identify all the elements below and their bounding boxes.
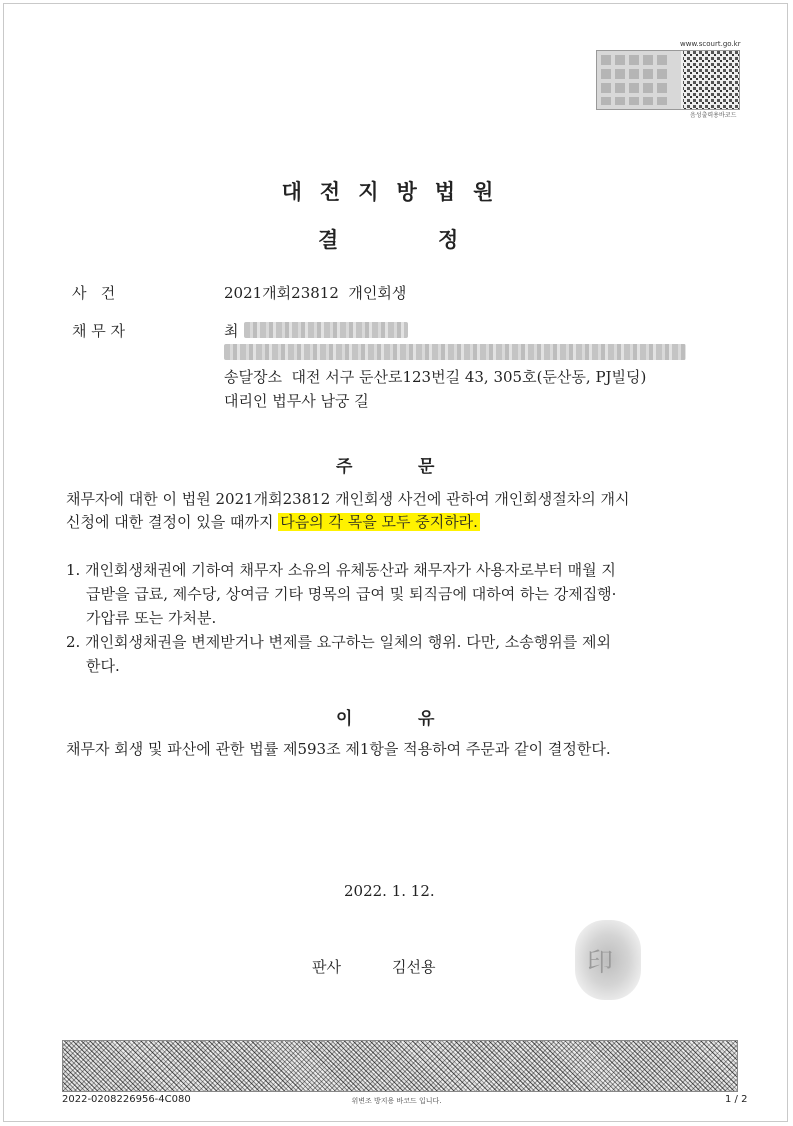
reason-heading-right: 유 bbox=[418, 709, 435, 729]
barcode-pattern-icon bbox=[597, 51, 739, 109]
case-number: 2021개회23812 개인회생 bbox=[224, 284, 407, 302]
redacted-debtor-id bbox=[244, 322, 408, 338]
document-title-right: 정 bbox=[438, 228, 459, 252]
order-heading-right: 문 bbox=[418, 457, 435, 477]
redacted-debtor-address bbox=[224, 344, 686, 360]
court-name: 대전지방법원 bbox=[281, 180, 512, 204]
court-site-url: www.scourt.go.kr bbox=[680, 40, 741, 48]
debtor-agent: 대리인 법무사 남궁 길 bbox=[224, 392, 369, 410]
footer-document-id: 2022-0208226956-4C080 bbox=[62, 1094, 191, 1105]
judge-name: 김선용 bbox=[392, 958, 436, 976]
reason-heading-left: 이 bbox=[336, 709, 353, 729]
order-text-line2 bbox=[66, 511, 480, 532]
highlighted-order-phrase: 다음의 각 목을 모두 중지하라. bbox=[280, 513, 478, 531]
court-seal-icon: 印 bbox=[575, 920, 641, 1000]
order-item-1-line3: 가압류 또는 가처분. bbox=[86, 609, 217, 627]
order-item-1-line2: 급받을 급료, 제수당, 상여금 기타 명목의 급여 및 퇴직금에 대하여 하는 강제집행· bbox=[86, 585, 617, 603]
anti-forgery-barcode bbox=[62, 1040, 738, 1092]
order-text-line2-prefix: 신청에 대한 결정이 있을 때까지 bbox=[66, 513, 279, 531]
footer-page-number: 1 / 2 bbox=[725, 1094, 748, 1105]
delivery-address: 송달장소 대전 서구 둔산로123번길 43, 305호(둔산동, PJ빌딩) bbox=[224, 368, 647, 386]
order-item-1-line1: 1. 개인회생채권에 기하여 채무자 소유의 유체동산과 채무자가 사용자로부터 매월 지 bbox=[66, 561, 616, 579]
footer-notice: 위변조 방지용 바코드 입니다. bbox=[351, 1097, 442, 1105]
decision-date: 2022. 1. 12. bbox=[344, 882, 435, 900]
order-heading-left: 주 bbox=[336, 457, 353, 477]
case-label: 사 건 bbox=[72, 284, 116, 302]
order-item-2-line1: 2. 개인회생채권을 변제받거나 변제를 요구하는 일체의 행위. 다만, 소송행위를 제외 bbox=[66, 633, 611, 651]
reason-text: 채무자 회생 및 파산에 관한 법률 제593조 제1항을 적용하여 주문과 같이 결정한다. bbox=[66, 740, 611, 758]
barcode-caption: 음성출력용바코드 bbox=[690, 112, 737, 119]
debtor-name-prefix: 최 bbox=[224, 322, 239, 340]
judge-title: 판사 bbox=[312, 958, 341, 976]
debtor-label: 채 무 자 bbox=[72, 322, 126, 340]
audio-barcode bbox=[596, 50, 740, 110]
order-text-line1: 채무자에 대한 이 법원 2021개회23812 개인회생 사건에 관하여 개인회생절차의 개시 bbox=[66, 490, 630, 508]
document-title-left: 결 bbox=[318, 228, 339, 252]
order-item-2-line2: 한다. bbox=[86, 657, 120, 675]
